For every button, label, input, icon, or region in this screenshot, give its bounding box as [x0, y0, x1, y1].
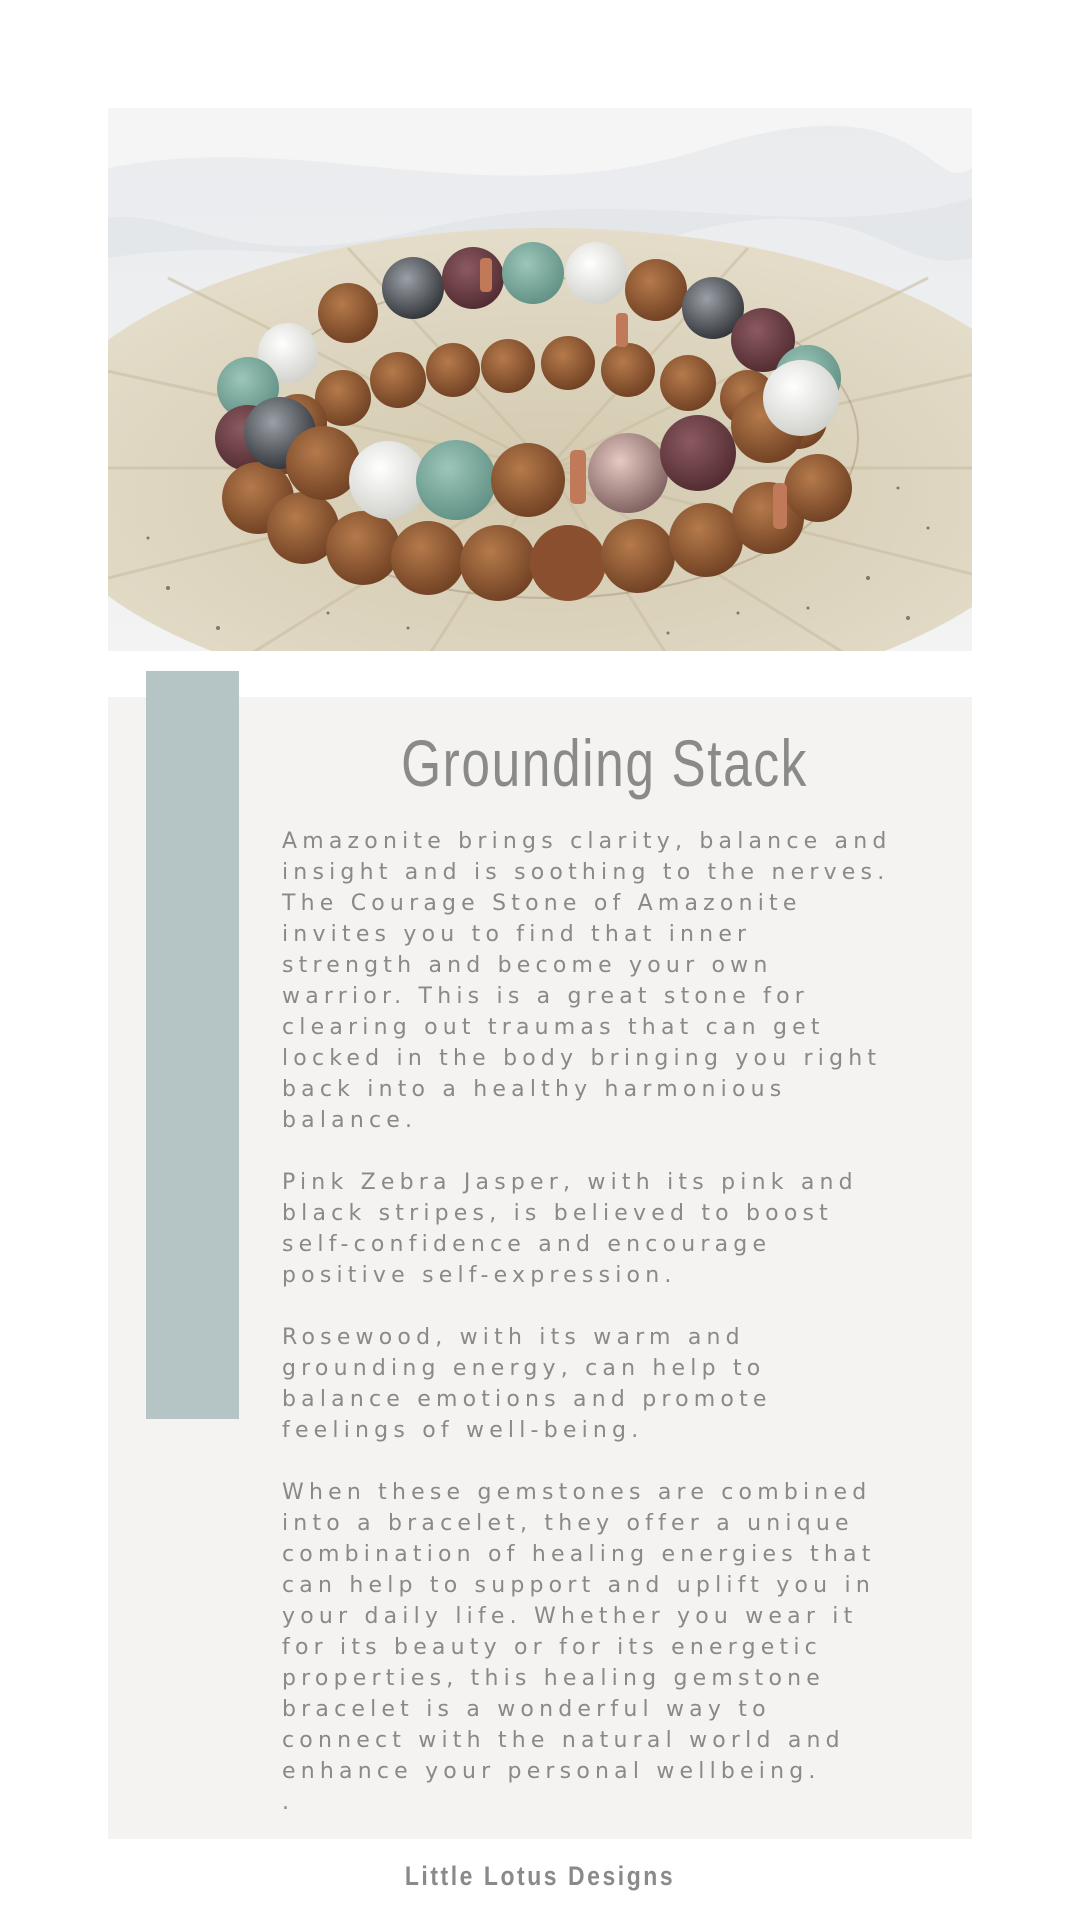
product-description [282, 826, 952, 1818]
accent-bar [146, 671, 239, 1419]
description-paragraph-zebra-jasper: Pink Zebra Jasper, with its pink and black stripes, is believed to boost self-confidence and encourage positive self-expression. [282, 1170, 858, 1288]
description-paragraph-combined: When these gemstones are combined into a bracelet, they offer a unique combination of healing energies that can help to support and uplift you in your daily life. Whether you wear it for its beauty or for its energetic properties, this healing gemstone bracelet is a wonderful way to connect with the natural world and enhance your personal wellbeing. . [282, 1480, 876, 1815]
description-paragraph-amazonite: Amazonite brings clarity, balance and insight and is soothing to the nerves. The Courage Stone of Amazonite invites you to find that inner strength and become your own warrior. This is a great stone for clearing out traumas that can get locked in the body bringing you right back into a healthy harmonious balance. [282, 829, 892, 1133]
product-photo [108, 108, 972, 651]
product-title: Grounding Stack [401, 726, 808, 800]
brand-footer: Little Lotus Designs [404, 1861, 676, 1891]
description-paragraph-rosewood: Rosewood, with its warm and grounding energy, can help to balance emotions and promote feelings of well-being. [282, 1325, 772, 1443]
